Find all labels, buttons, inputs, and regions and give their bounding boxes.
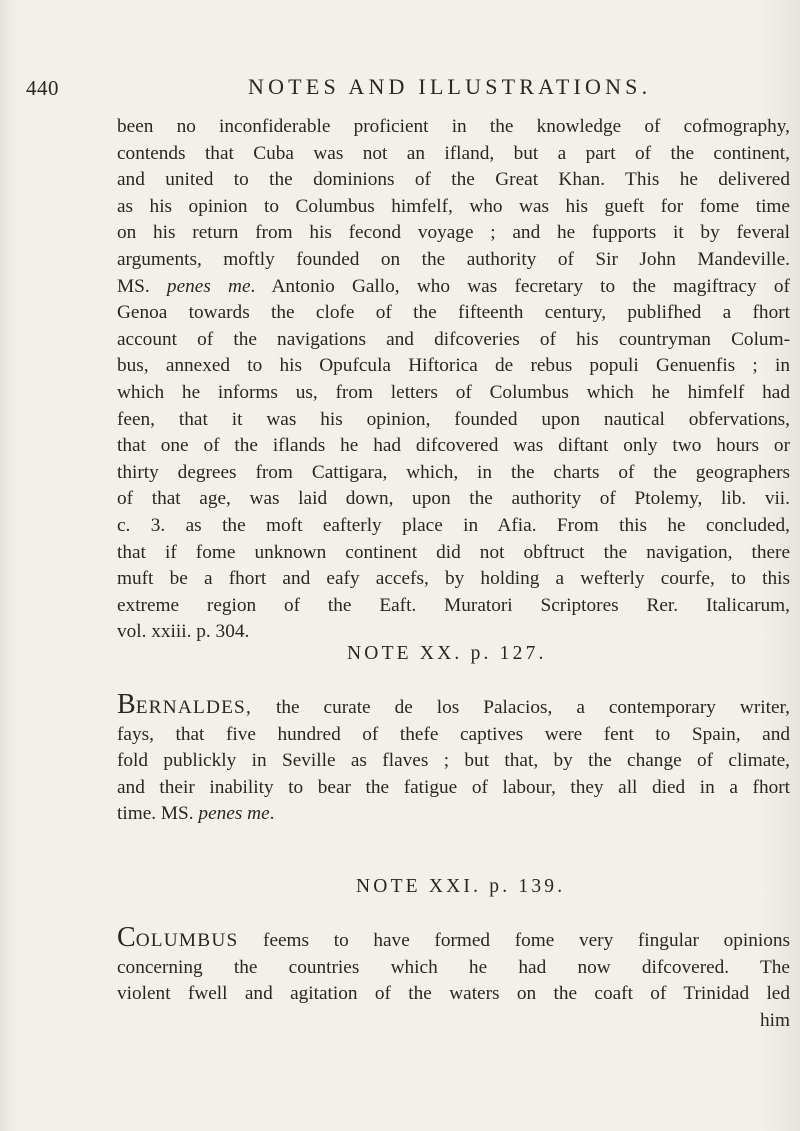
text-line: MS. penes me. Antonio Gallo, who was fecretary to the magiftracy of — [117, 275, 790, 297]
first-line-rest: the curate de los Palacios, a contemporary writer, — [252, 697, 790, 718]
note-21-first-line — [117, 922, 790, 955]
text-line: and their inability to bear the fatigue of labour, they all died in a fhort — [117, 776, 790, 798]
text-line: that if fome unknown continent did not obftruct the navigation, there — [117, 541, 790, 563]
text-line: thirty degrees from Cattigara, which, in the charts of the geographers — [117, 461, 790, 483]
text-line: muft be a fhort and eafy accefs, by holding a wefterly courfe, to this — [117, 568, 790, 590]
page-number: 440 — [26, 76, 59, 100]
text-line: and united to the dominions of the Great Khan. This he delivered — [117, 169, 790, 191]
text-line: Genoa towards the clofe of the fifteenth century, publifhed a fhort — [117, 302, 790, 324]
text-line: contends that Cuba was not an ifland, but a part of the continent, — [117, 142, 790, 164]
text-line: c. 3. as the moft eafterly place in Afia. From this he concluded, — [117, 514, 790, 536]
first-line-rest: feems to have formed fome very fingular opinions — [238, 930, 790, 951]
text-line: as his opinion to Columbus himfelf, who was his gueft for fome time — [117, 195, 790, 217]
text-line: of that age, was laid down, upon the authority of Ptolemy, lib. vii. — [117, 488, 790, 510]
note-20-first-line — [117, 689, 790, 722]
text-line: that one of the iflands he had difcovered was diftant only two hours or — [117, 435, 790, 457]
text-line: concerning the countries which he had now difcovered. The — [117, 956, 790, 978]
drop-cap: B — [117, 689, 136, 720]
text-line: vol. xxiii. p. 304. — [117, 621, 250, 643]
text-line: been no inconfiderable proficient in the knowledge of cofmography, — [117, 116, 790, 137]
text-line: extreme region of the Eaft. Muratori Scriptores Rer. Italicarum, — [117, 594, 790, 616]
text-line: bus, annexed to his Opufcula Hiftorica de rebus populi Genuenfis ; in — [117, 355, 790, 377]
note-20-heading: NOTE XX. p. 127. — [347, 643, 547, 664]
drop-cap: C — [117, 922, 136, 953]
note-21-paragraph — [117, 922, 790, 1034]
text-line: feen, that it was his opinion, founded upon nautical obfervations, — [117, 408, 790, 430]
first-word: ERNALDES, — [135, 697, 252, 718]
running-head: NOTES AND ILLUSTRATIONS. — [248, 74, 652, 99]
text-line: fays, that five hundred of thefe captives were fent to Spain, and — [117, 723, 790, 745]
first-word: OLUMBUS — [135, 930, 239, 951]
text-line: arguments, moftly founded on the authority of Sir John Mandeville. — [117, 248, 790, 270]
body-paragraph — [117, 114, 790, 646]
text-line: fold publickly in Seville as flaves ; but that, by the change of climate, — [117, 750, 790, 772]
note-20-paragraph — [117, 689, 790, 828]
text-line: on his return from his fecond voyage ; and he fupports it by feveral — [117, 222, 790, 244]
text-line: violent fwell and agitation of the waters on the coaft of Trinidad led — [117, 983, 790, 1005]
catchword: him — [760, 1009, 790, 1031]
italic-phrase: penes me — [166, 275, 251, 297]
text-line: time. MS. penes me. — [117, 803, 275, 825]
text-line: account of the navigations and difcoveries of his countryman Colum- — [117, 328, 790, 350]
note-21-heading: NOTE XXI. p. 139. — [356, 876, 566, 897]
italic-phrase: penes me — [198, 803, 270, 825]
text-line: which he informs us, from letters of Columbus which he himfelf had — [117, 381, 790, 403]
